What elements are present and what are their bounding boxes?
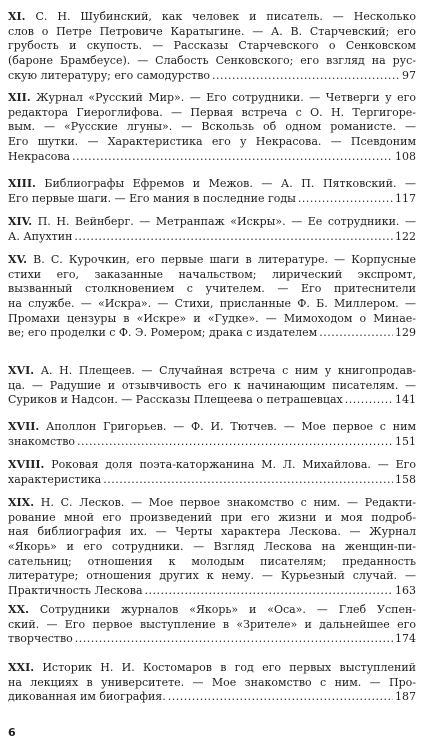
- toc-line: [8, 177, 416, 192]
- toc-text: ве; его проделки с Ф. Э. Ромером; драка с издателем: [8, 326, 318, 340]
- dot-leader: [77, 435, 393, 450]
- toc-line: [8, 676, 416, 691]
- toc-page-number: 122: [395, 229, 416, 243]
- toc-line: [8, 215, 416, 230]
- dot-leader: [145, 584, 393, 599]
- toc-line: [8, 326, 416, 341]
- toc-text: Н. С. Лесков. — Мое первое знакомство с ним. — Редакти-: [40, 496, 416, 509]
- dot-leader: [75, 632, 393, 647]
- toc-line: [8, 632, 416, 647]
- toc-line: [8, 135, 416, 150]
- toc-entry[interactable]: [8, 496, 416, 599]
- toc-line: [8, 473, 416, 488]
- toc-line-text: [8, 393, 343, 408]
- toc-page-number: 158: [395, 472, 416, 486]
- toc-line: [8, 618, 416, 633]
- toc-text: ский. — Его первое выступление в «Зрителе» и дальнейшее его: [8, 617, 416, 631]
- toc-line-text: [8, 632, 73, 647]
- toc-text: рование мной его произведений при его жизни и моя подроб-: [8, 510, 416, 524]
- toc-line: [8, 312, 416, 327]
- chapter-number: XVI.: [8, 364, 35, 377]
- toc-line: [8, 192, 416, 207]
- toc-line-text: [8, 150, 70, 165]
- toc-text: Некрасова: [8, 149, 71, 163]
- toc-line: [8, 420, 416, 435]
- toc-line: [8, 268, 416, 283]
- toc-text: вым. — «Русские лгуны». — Вскользь об одном романисте. —: [8, 120, 416, 134]
- toc-line: [8, 496, 416, 511]
- toc-line-text: [8, 690, 166, 705]
- toc-text: редактора Гиероглифова. — Первая встреча с О. Н. Тергигоре-: [8, 105, 416, 119]
- toc-text: дикованная им биография.: [8, 690, 166, 704]
- toc-line-text: [8, 435, 75, 450]
- toc-text: скую литературу; его самодурство: [8, 68, 211, 82]
- toc-text: Практичность Лескова: [8, 584, 143, 598]
- toc-page-number: 117: [395, 191, 416, 205]
- toc-text: ная библиография их. — Черты характера Лескова. — Журнал: [8, 525, 416, 539]
- toc-text: С. Н. Шубинский, как человек и писатель. — Несколько: [35, 10, 416, 23]
- chapter-number: XVIII.: [8, 458, 45, 471]
- toc-text: ца. — Радушие и отзывчивость его к начинающим писателям. —: [8, 378, 416, 392]
- chapter-number: XV.: [8, 253, 27, 266]
- dot-leader: [168, 690, 393, 705]
- toc-line: [8, 569, 416, 584]
- toc-line: [8, 69, 416, 84]
- toc-page-number: 97: [402, 68, 416, 82]
- toc-page-number: 163: [395, 584, 416, 598]
- toc-entry[interactable]: [8, 10, 416, 83]
- toc-entry[interactable]: [8, 177, 416, 206]
- toc-line: [8, 379, 416, 394]
- chapter-number: XII.: [8, 91, 31, 104]
- toc-line: [8, 150, 416, 165]
- toc-line-text: [8, 69, 210, 84]
- toc-text: А. Апухтин: [8, 229, 73, 243]
- toc-text: литературе; отношения других к нему. — Курьезный случай. —: [8, 569, 416, 583]
- dot-leader: [103, 473, 393, 488]
- toc-text: Журнал «Русский Мир». — Его сотрудники. — Четверги у его: [36, 91, 416, 104]
- toc-entry[interactable]: [8, 603, 416, 647]
- toc-line-text: [8, 230, 72, 245]
- chapter-number: XXI.: [8, 661, 35, 674]
- dot-leader: [345, 393, 393, 408]
- toc-text: творчество: [8, 632, 73, 646]
- toc-line-text: [8, 192, 296, 207]
- toc-entry[interactable]: [8, 661, 416, 705]
- toc-entry[interactable]: [8, 420, 416, 449]
- toc-line: [8, 458, 416, 473]
- toc-line: [8, 282, 416, 297]
- toc-line: [8, 91, 416, 106]
- toc-line: [8, 106, 416, 121]
- toc-text: Аполлон Григорьев. — Ф. И. Тютчев. — Мое первое с ним: [46, 420, 416, 433]
- dot-leader: [298, 192, 393, 207]
- chapter-number: XX.: [8, 603, 29, 616]
- toc-line: [8, 25, 416, 40]
- toc-line-text: [8, 584, 143, 599]
- toc-text: Сотрудники журналов «Якорь» и «Оса». — Глеб Успен-: [39, 603, 416, 616]
- toc-line: [8, 603, 416, 618]
- toc-line: [8, 297, 416, 312]
- toc-line: [8, 230, 416, 245]
- toc-entry[interactable]: [8, 253, 416, 341]
- toc-line: [8, 435, 416, 450]
- toc-page-number: 174: [395, 632, 416, 646]
- chapter-number: XIII.: [8, 177, 36, 190]
- chapter-number: XIV.: [8, 215, 33, 228]
- toc-text: В. С. Курочкин, его первые шаги в литературе. — Корпусные: [33, 253, 416, 266]
- toc-line-text: [8, 473, 101, 488]
- toc-text: Библиографы Ефремов и Межов. — А. П. Пятковский. —: [44, 177, 416, 190]
- toc-text: грубость и скупость. — Рассказы Старчевского о Сенковском: [8, 39, 416, 53]
- toc-line: [8, 364, 416, 379]
- dot-leader: [74, 230, 393, 245]
- toc-page-number: 187: [395, 690, 416, 704]
- toc-text: на лекциях в университете. — Мое знакомство с ним. — Про-: [8, 675, 416, 689]
- toc-text: на службе. — «Искра». — Стихи, присланные Ф. Б. Миллером. —: [8, 297, 416, 311]
- toc-text: Историк Н. И. Костомаров в год его первых выступлений: [42, 661, 416, 674]
- toc-line: [8, 39, 416, 54]
- toc-text: (бароне Брамбеусе). — Слабость Сенковского; его взгляд на рус-: [8, 54, 416, 68]
- toc-page-number: 129: [395, 326, 416, 340]
- chapter-number: XVII.: [8, 420, 40, 433]
- toc-line: [8, 555, 416, 570]
- toc-line: [8, 120, 416, 135]
- dot-leader: [72, 150, 393, 165]
- toc-text: Его первые шаги. — Его мания в последние годы: [8, 191, 296, 205]
- dot-leader: [212, 69, 400, 84]
- toc-entry[interactable]: [8, 215, 416, 244]
- toc-line: [8, 540, 416, 555]
- toc-line-text: [8, 326, 317, 341]
- toc-line: [8, 393, 416, 408]
- chapter-number: XI.: [8, 10, 26, 23]
- toc-entry[interactable]: [8, 458, 416, 487]
- toc-page-number: 141: [395, 393, 416, 407]
- toc-line: [8, 584, 416, 599]
- toc-text: А. Н. Плещеев. — Случайная встреча с ним у книгопродав-: [40, 364, 416, 377]
- toc-line: [8, 690, 416, 705]
- toc-page-number: 151: [395, 434, 416, 448]
- toc-text: «Якорь» и его сотрудники. — Взгляд Лескова на женщин-пи-: [8, 540, 416, 554]
- toc-text: Промахи цензуры в «Искре» и «Гудке». — Мимоходом о Минае-: [8, 311, 416, 325]
- toc-text: слов о Петре Петровиче Каратыгине. — А. В. Старчевский; его: [8, 24, 416, 38]
- toc-line: [8, 54, 416, 69]
- toc-line: [8, 661, 416, 676]
- chapter-number: XIX.: [8, 496, 35, 509]
- toc-text: знакомство: [8, 434, 76, 448]
- toc-text: стихи его, заказанные начальством; лирический экспромт,: [8, 267, 416, 281]
- toc-line: [8, 10, 416, 25]
- dot-leader: [319, 326, 393, 341]
- page-number: 6: [8, 726, 16, 739]
- toc-text: вызванный столкновением с учителем. — Его притеснители: [8, 282, 416, 296]
- toc-page-number: 108: [395, 149, 416, 163]
- toc-text: характеристика: [8, 472, 102, 486]
- toc-entry[interactable]: [8, 91, 416, 164]
- toc-line: [8, 253, 416, 268]
- toc-text: Суриков и Надсон. — Рассказы Плещеева о петрашевцах: [8, 393, 343, 407]
- toc-line: [8, 511, 416, 526]
- toc-line: [8, 525, 416, 540]
- toc-text: Роковая доля поэта-каторжанина М. Л. Михайлова. — Его: [51, 458, 416, 471]
- toc-text: сательниц; отношения к молодым писателям; преданность: [8, 554, 416, 568]
- toc-text: Его шутки. — Характеристика его у Некрасова. — Псевдоним: [8, 135, 416, 149]
- toc-entry[interactable]: [8, 364, 416, 408]
- toc-text: П. Н. Вейнберг. — Метранпаж «Искры». — Ее сотрудники. —: [37, 215, 416, 228]
